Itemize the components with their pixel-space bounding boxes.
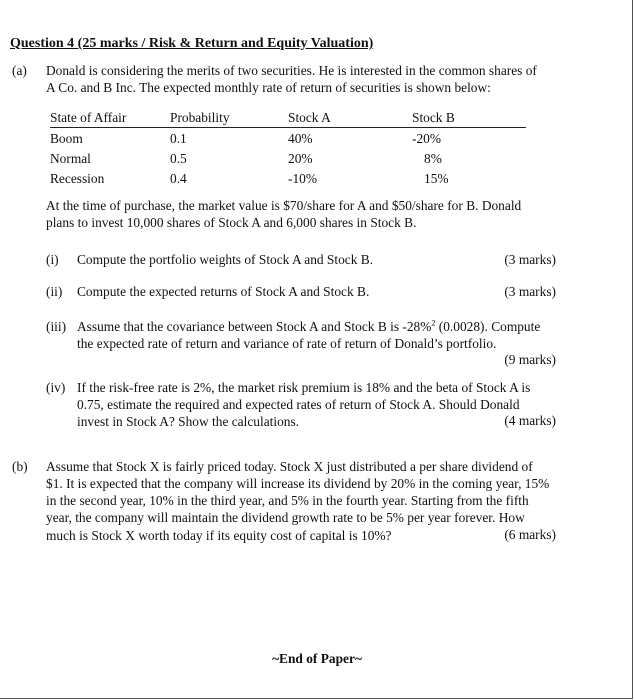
table-header-probability: Probability [170,109,288,128]
subquestion-label: (ii) [46,284,63,299]
table-cell: 15% [424,171,449,187]
part-b-line1: Assume that Stock X is fairly priced today. Stock X just distributed a per share dividend of [46,459,533,474]
part-b-line4: year, the company will maintain the dividend growth rate to be 5% per year forever. How [46,510,525,526]
subquestion-text-part: Assume that the covariance between Stock A and Stock B is -28% [77,319,432,334]
subquestion-text [77,318,555,352]
purchase-line1: At the time of purchase, the market value is $70/share for A and $50/share for B. Donald [46,198,522,213]
marks-label: (4 marks) [504,413,556,428]
table-cell: 8% [424,151,442,167]
table-header-row [50,109,526,128]
subquestion-text [77,379,555,430]
subquestion-text-line1: If the risk-free rate is 2%, the market risk premium is 18% and the beta of Stock A is [77,380,531,395]
marks-label: (3 marks) [504,284,556,299]
table-cell: Normal [50,151,91,167]
subquestion-text-line2: the expected rate of return and variance of rate of return of Donald’s portfolio. [77,336,497,352]
subquestion-label: (iv) [46,380,66,395]
subquestion-text: Compute the expected returns of Stock A and Stock B. [77,284,370,299]
subquestion-ii [46,283,556,301]
subquestion-label: (i) [46,252,59,267]
part-b-marks: (6 marks) [504,527,556,542]
subquestion-iv [46,379,556,431]
marks-label: (3 marks) [504,252,556,267]
table-cell: Boom [50,131,83,147]
part-a-intro-line1: Donald is considering the merits of two securities. He is interested in the common shares of [46,63,537,78]
subquestion-text: Compute the portfolio weights of Stock A and Stock B. [77,252,374,267]
superscript: 2 [431,318,436,328]
returns-table [50,109,526,189]
table-cell: 20% [288,151,313,167]
subquestion-iii [46,318,556,370]
end-of-paper: ~End of Paper~ [272,651,362,666]
table-header-state: State of Affair [50,109,170,128]
table-cell: -10% [288,171,318,187]
subquestion-text-line2: 0.75, estimate the required and expected rates of return of Stock A. Should Donald [77,397,520,413]
subquestion-text-part: (0.0028). Compute [435,319,541,334]
table-header-stock-b: Stock B [412,109,526,128]
part-b-label: (b) [12,459,28,474]
part-a-purchase-info [46,197,560,231]
marks-label: (9 marks) [504,352,556,367]
part-b-text [46,458,556,544]
table-cell: -20% [412,131,442,147]
table-row [50,148,526,168]
purchase-line2: plans to invest 10,000 shares of Stock A and 6,000 shares in Stock B. [46,215,417,231]
part-a-label: (a) [12,63,27,78]
part-b-line5: much is Stock X worth today if its equity cost of capital is 10%? [46,527,392,543]
part-a-intro [46,62,560,96]
part-a-intro-line2: A Co. and B Inc. The expected monthly rate of return of securities is shown below: [46,80,491,96]
table-cell: 0.1 [170,131,187,147]
table-row [50,128,526,149]
table-cell: 0.5 [170,151,187,167]
table-cell: 0.4 [170,171,187,187]
part-b-line2: $1. It is expected that the company will increase its dividend by 20% in the coming year, 15% [46,476,550,492]
question-title: Question 4 (25 marks / Risk & Return and Equity Valuation) [10,36,374,51]
table-cell: 40% [288,131,313,147]
table-cell: Recession [50,171,105,187]
table-row [50,168,526,188]
part-b-line3: in the second year, 10% in the third year, and 5% in the fourth year. Starting from the fifth [46,493,529,509]
subquestion-text-line3: invest in Stock A? Show the calculations. [77,414,300,430]
table-header-stock-a: Stock A [288,109,412,128]
subquestion-i [46,251,556,269]
subquestion-label: (iii) [46,319,67,334]
